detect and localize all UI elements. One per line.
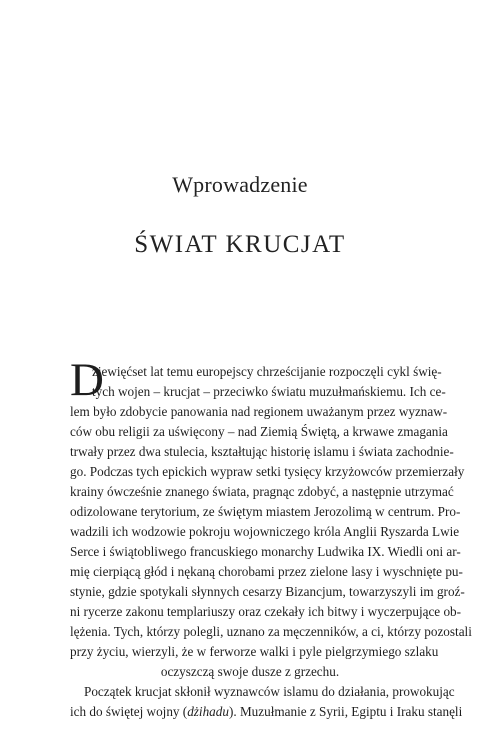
text-line: trwały przez dwa stulecia, kształtując historię islamu i świata zachodnie- (70, 444, 454, 459)
text-line-with-italic (70, 702, 463, 722)
text-line: krainy ówcześnie znanego świata, pragnąc zdobyć, a następnie utrzymać (70, 484, 454, 499)
drop-cap: D (70, 354, 104, 406)
text-line: oczyszczą swoje dusze z grzechu. (160, 664, 340, 679)
text-line: mię cierpiącą głód i nękaną chorobami przez zielone lasy i wyschnięte pu- (70, 564, 463, 579)
text-line: wadzili ich wodzowie pokroju wojowniczego króla Anglii Ryszarda Lwie (70, 524, 460, 539)
text-line: stynie, gdzie spotykali słynnych cesarzy Bizancjum, towarzyszyli im groź- (70, 584, 465, 599)
text-line: ców obu religii za uświęcony – nad Ziemią Świętą, a krwawe zmagania (70, 424, 448, 439)
text-line: Początek krucjat skłonił wyznawców islamu do działania, prowokując (84, 684, 455, 699)
text-line: lężenia. Tych, którzy polegli, uznano za męczenników, a ci, którzy pozostali (70, 624, 472, 639)
text-line: odizolowane terytorium, ze świętym miastem Jerozolimą w centrum. Pro- (70, 504, 461, 519)
italic-term: dżihadu (187, 704, 229, 719)
text-fragment: ich do świętej wojny ( (70, 704, 188, 719)
text-line: Serce i świątobliwego francuskiego monarchy Ludwika IX. Wiedli oni ar- (70, 544, 461, 559)
text-line: go. Podczas tych epickich wypraw setki tysięcy krzyżowców przemierzały (70, 464, 465, 479)
text-line: tych wojen – krucjat – przeciwko światu muzułmańskiemu. Ich ce- (92, 384, 446, 399)
text-line: przy życiu, wierzyli, że w ferworze walki i pyle pielgrzymiego szlaku (70, 644, 439, 659)
text-fragment: ). Muzułmanie z Syrii, Egiptu i Iraku stanęli (228, 704, 463, 719)
chapter-title: ŚWIAT KRUCJAT (134, 231, 346, 258)
text-line: ziewięćset lat temu europejscy chrześcijanie rozpoczęli cykl świę- (92, 364, 442, 379)
text-line: ni rycerze zakonu templariuszy oraz czekały ich bitwy i wyczerpujące ob- (70, 604, 462, 619)
body-text (70, 354, 472, 722)
chapter-label: Wprowadzenie (172, 172, 308, 197)
text-line: lem było zdobycie panowania nad regionem uważanym przez wyznaw- (70, 404, 448, 419)
